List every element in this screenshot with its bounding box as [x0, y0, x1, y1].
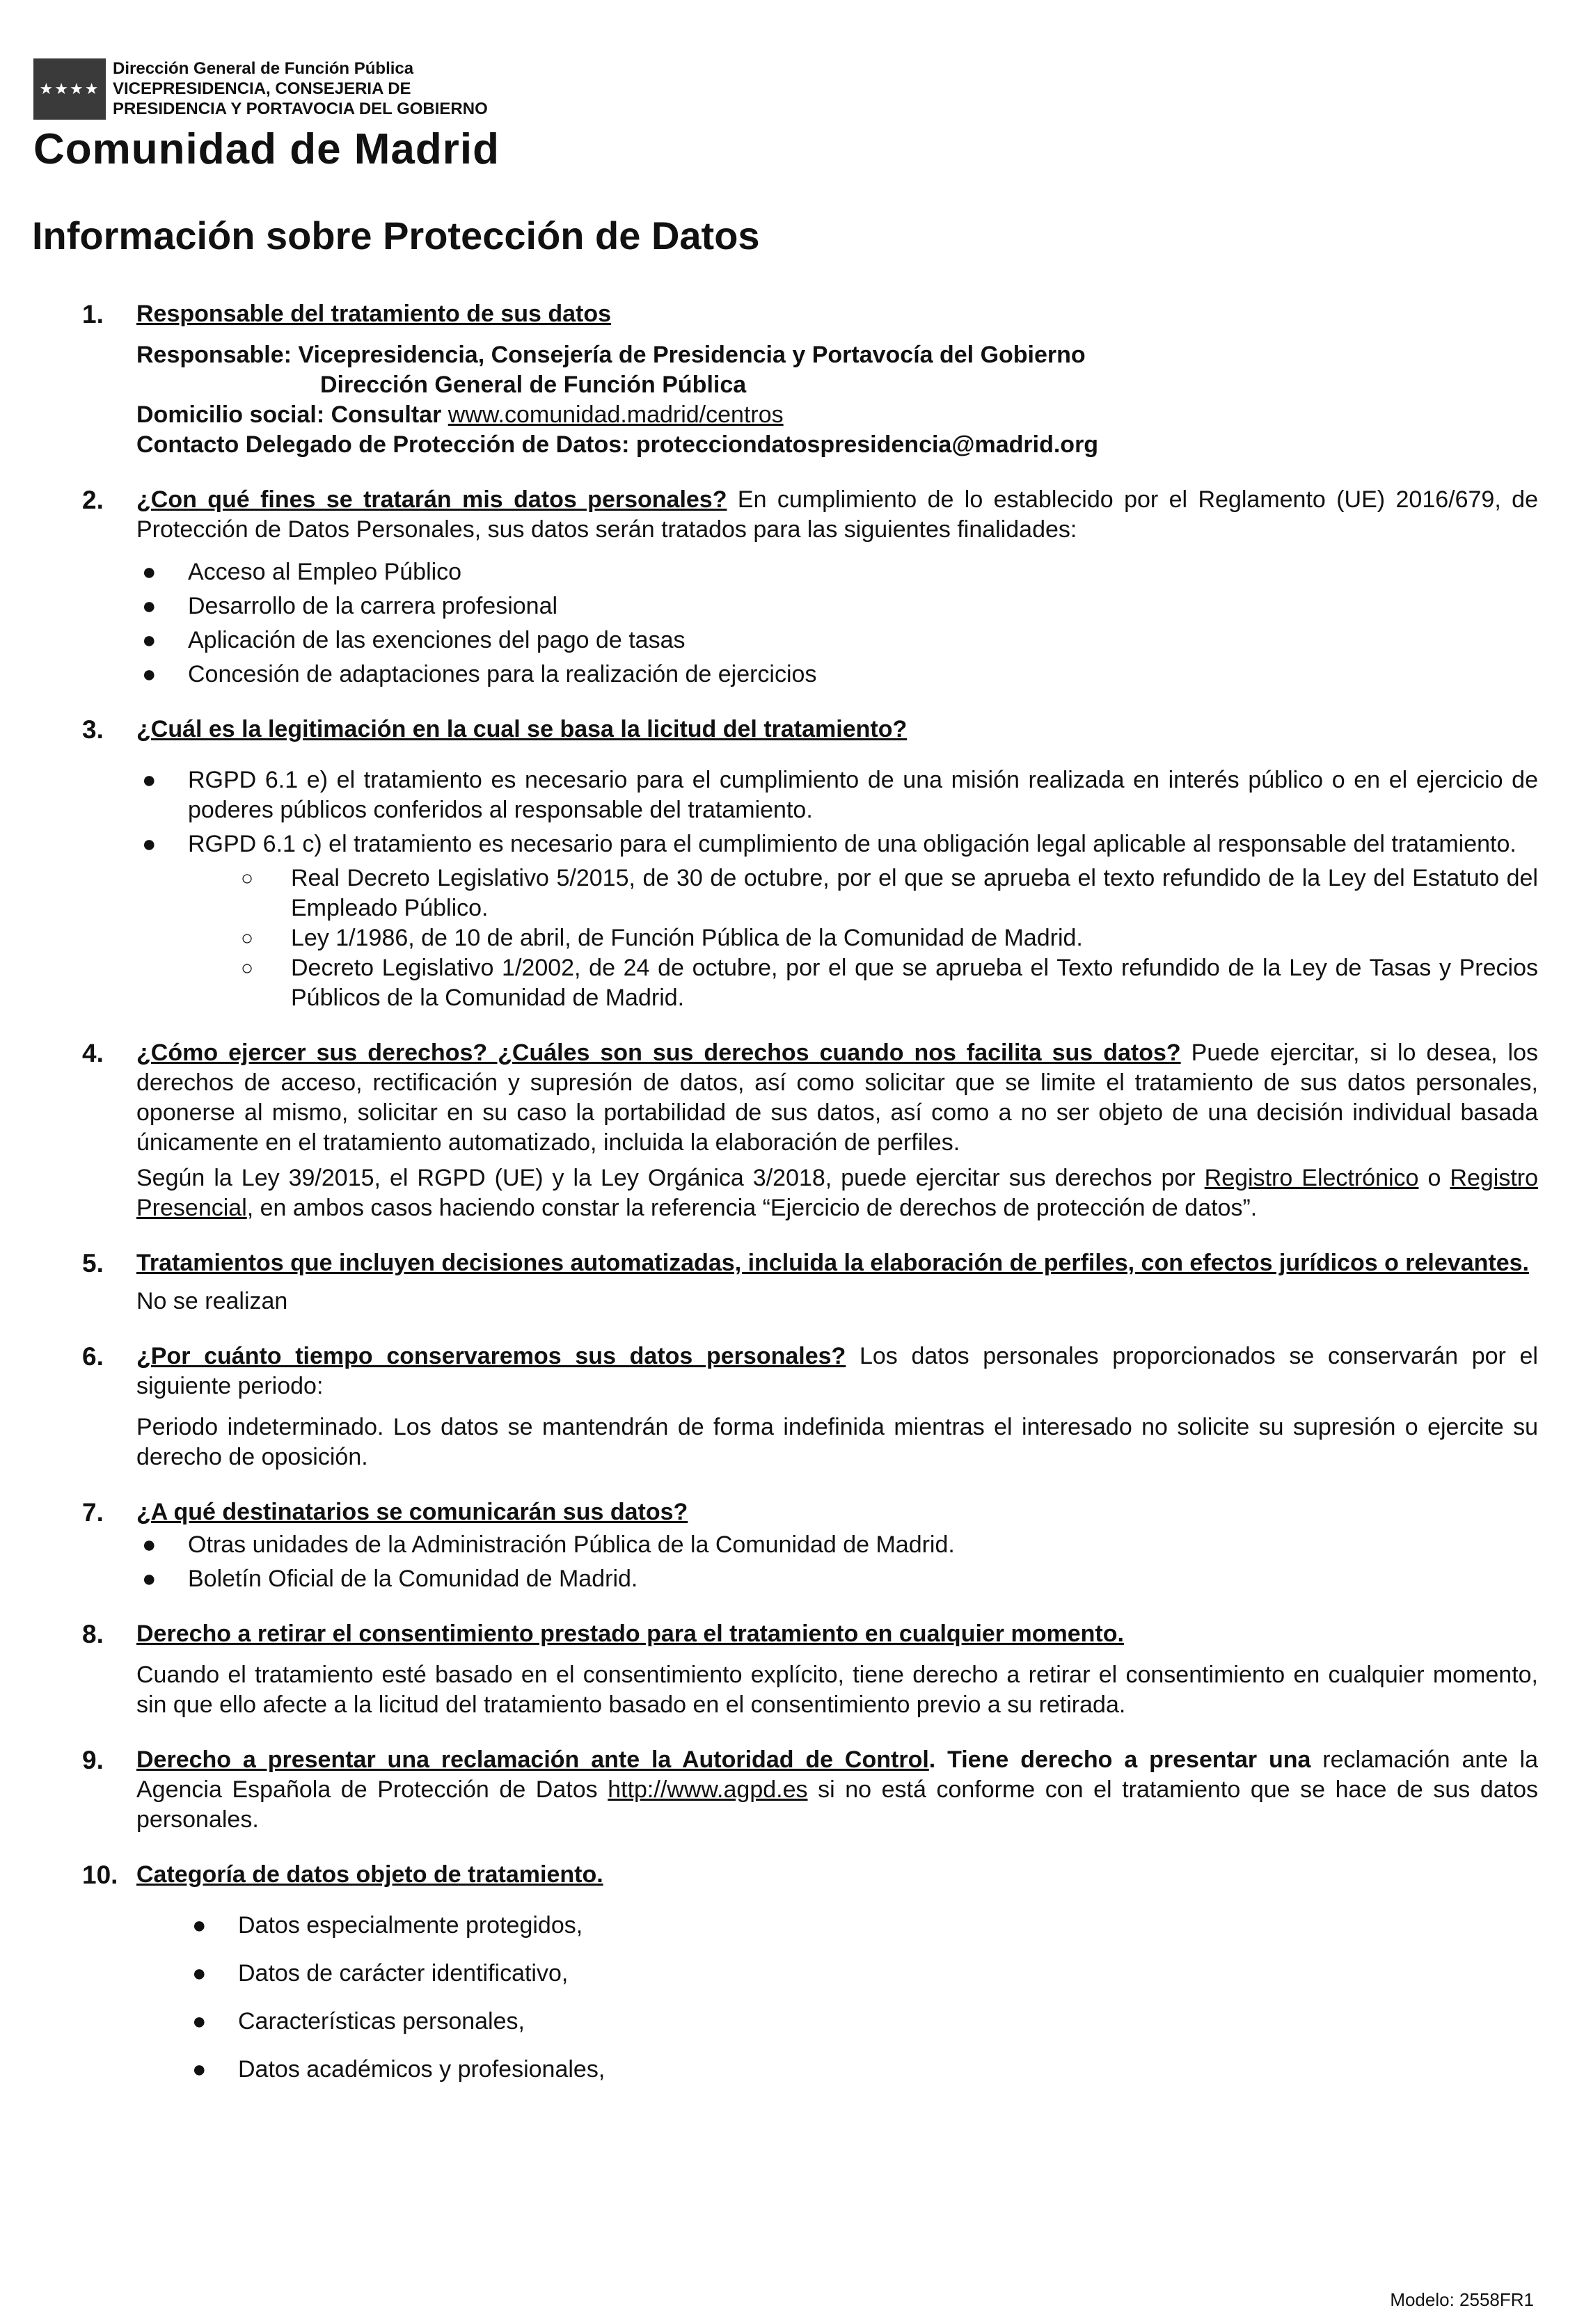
registro-electronico-link[interactable]: Registro Electrónico	[1204, 1165, 1419, 1191]
list-item: ● Características personales,	[136, 2007, 1538, 2037]
list-item: ○ Decreto Legislativo 1/2002, de 24 de octubre, por el que se aprueba el Texto refundido de la Ley de Tasas y Precios Públicos de la Comunidad de Madrid.	[241, 955, 1538, 1011]
list-item: ● Acceso al Empleo Público	[136, 557, 1538, 587]
section-heading: ¿Cómo ejercer sus derechos? ¿Cuáles son sus derechos cuando nos facilita sus datos?	[136, 1040, 1181, 1066]
list-item: ● Datos académicos y profesionales,	[136, 2055, 1538, 2085]
bullet-icon: ●	[142, 559, 157, 585]
section-number: 7.	[82, 1498, 104, 1527]
section-number: 9.	[82, 1746, 104, 1774]
list-item: ● Datos especialmente protegidos,	[136, 1911, 1538, 1941]
section-paragraph: ¿Con qué fines se tratarán mis datos personales? En cumplimiento de lo establecido por el Reglamento (UE) 2016/679, de Protección de Datos Personales, sus datos serán tratados para las siguientes finalidades:	[136, 486, 1538, 543]
section-number: 8.	[82, 1620, 104, 1648]
section-7	[77, 1497, 1538, 1594]
responsible-dept: Dirección General de Función Pública	[320, 372, 747, 398]
document-body	[77, 299, 1538, 2110]
circle-bullet-icon: ○	[241, 957, 254, 980]
recipients-list	[136, 1530, 1538, 1594]
domicile-line: Domicilio social: Consultar www.comunidad.madrid/centros	[136, 401, 784, 428]
header-line-2: VICEPRESIDENCIA, CONSEJERIA DE	[113, 79, 411, 98]
centros-link[interactable]: www.comunidad.madrid/centros	[448, 401, 784, 428]
section-heading: Tratamientos que incluyen decisiones automatizadas, incluida la elaboración de perfiles, con efectos jurídicos o relevantes.	[136, 1250, 1529, 1276]
section-3	[77, 715, 1538, 1013]
bullet-icon: ●	[142, 831, 157, 857]
dpo-contact: Contacto Delegado de Protección de Datos: protecciondatospresidencia@madrid.org	[136, 431, 1099, 458]
bullet-icon: ●	[192, 1960, 207, 1987]
header-line-1: Dirección General de Función Pública	[113, 59, 414, 78]
bullet-icon: ●	[142, 1531, 157, 1558]
section-number: 3.	[82, 715, 104, 744]
section-number: 6.	[82, 1342, 104, 1371]
bullet-icon: ●	[142, 661, 157, 687]
section-heading: ¿Por cuánto tiempo conservaremos sus datos personales?	[136, 1343, 846, 1369]
bullet-icon: ●	[192, 1912, 207, 1939]
section-2	[77, 485, 1538, 690]
responsible-line: Responsable: Vicepresidencia, Consejería de Presidencia y Portavocía del Gobierno	[136, 342, 1086, 368]
page-title: Información sobre Protección de Datos	[32, 214, 760, 257]
circle-bullet-icon: ○	[241, 927, 254, 950]
section-6	[77, 1342, 1538, 1472]
header-line-3: PRESIDENCIA Y PORTAVOCIA DEL GOBIERNO	[113, 100, 488, 118]
list-item: ○ Real Decreto Legislativo 5/2015, de 30 de octubre, por el que se aprueba el texto refundido de la Ley del Estatuto del Empleado Público.	[241, 865, 1538, 921]
section-paragraph: Derecho a presentar una reclamación ante la Autoridad de Control. Tiene derecho a presentar una reclamación ante la Agencia Española de Protección de Datos http://www.agpd.es si no está conforme con el tratamiento que se hace de sus datos personales.	[136, 1746, 1539, 1833]
circle-bullet-icon: ○	[241, 867, 254, 890]
madrid-flag-logo	[33, 58, 106, 120]
section-5	[77, 1248, 1538, 1316]
header-department	[113, 58, 488, 119]
list-item: ● Otras unidades de la Administración Pública de la Comunidad de Madrid.	[136, 1530, 1538, 1560]
section-heading: ¿Cuál es la legitimación en la cual se basa la licitud del tratamiento?	[136, 716, 908, 742]
form-model-code: Modelo: 2558FR1	[1390, 2289, 1534, 2310]
rights-registry-paragraph: Según la Ley 39/2015, el RGPD (UE) y la Ley Orgánica 3/2018, puede ejercitar sus derechos por Registro Electrónico o Registro Presencial, en ambos casos haciendo constar la referencia “Ejercicio de derechos de protección de datos”.	[136, 1165, 1538, 1221]
legitimation-list	[136, 765, 1538, 859]
section-9	[77, 1745, 1538, 1835]
list-item: ● RGPD 6.1 c) el tratamiento es necesario para el cumplimiento de una obligación legal aplicable al responsable del tratamiento.	[136, 829, 1538, 859]
section-number: 2.	[82, 486, 104, 514]
section-number: 10.	[82, 1861, 118, 1889]
section-number: 4.	[82, 1039, 104, 1067]
bullet-icon: ●	[192, 2056, 207, 2083]
section-paragraph: ¿Cómo ejercer sus derechos? ¿Cuáles son sus derechos cuando nos facilita sus datos? Puede ejercitar, si lo desea, los derechos de acceso, rectificación y supresión de datos, así como solicitar que se limite el tratamiento de sus datos personales, oponerse al mismo, solicitar en su caso la portabilidad de sus datos, así como a no ser objeto de una decisión individual basada únicamente en el tratamiento automatizado, incluida la elaboración de perfiles.	[136, 1040, 1538, 1156]
flag-stars: ★★★★	[39, 80, 100, 97]
bullet-icon: ●	[142, 1566, 157, 1592]
section-heading: ¿A qué destinatarios se comunicarán sus datos?	[136, 1499, 688, 1525]
retention-period: Periodo indeterminado. Los datos se mantendrán de forma indefinida mientras el interesado no solicite su supresión o ejercite su derecho de oposición.	[136, 1414, 1538, 1470]
section-heading: ¿Con qué fines se tratarán mis datos personales?	[136, 486, 727, 513]
bullet-icon: ●	[142, 767, 157, 793]
section-number: 5.	[82, 1249, 104, 1278]
bullet-icon: ●	[142, 627, 157, 653]
list-item: ○ Ley 1/1986, de 10 de abril, de Función Pública de la Comunidad de Madrid.	[136, 923, 1538, 953]
section-1	[77, 299, 1538, 460]
data-categories-list	[136, 1911, 1538, 2085]
purposes-list	[136, 557, 1538, 690]
legal-basis-sublist	[136, 863, 1538, 1013]
section-text: No se realizan	[136, 1288, 288, 1314]
section-heading: Derecho a retirar el consentimiento prestado para el tratamiento en cualquier momento.	[136, 1621, 1124, 1647]
section-heading: Categoría de datos objeto de tratamiento.	[136, 1861, 603, 1888]
section-4	[77, 1038, 1538, 1223]
brand-name: Comunidad de Madrid	[33, 125, 500, 173]
list-item: ● RGPD 6.1 e) el tratamiento es necesario para el cumplimiento de una misión realizada en interés público o en el ejercicio de poderes públicos conferidos al responsable del tratamiento.	[142, 767, 1538, 823]
section-heading: Responsable del tratamiento de sus datos	[136, 301, 612, 327]
list-item: ● Desarrollo de la carrera profesional	[136, 591, 1538, 621]
bullet-icon: ●	[142, 593, 157, 619]
registro-presencial-link[interactable]: Registro Presencial	[136, 1165, 1538, 1221]
list-item: ● Concesión de adaptaciones para la realización de ejercicios	[136, 660, 1538, 690]
section-8	[77, 1619, 1538, 1720]
bullet-icon: ●	[192, 2008, 207, 2035]
section-number: 1.	[82, 300, 104, 328]
list-item: ● Aplicación de las exenciones del pago de tasas	[136, 626, 1538, 655]
section-heading: Derecho a presentar una reclamación ante la Autoridad de Control	[136, 1746, 929, 1773]
agpd-link[interactable]: http://www.agpd.es	[608, 1776, 808, 1803]
section-text: Cuando el tratamiento esté basado en el consentimiento explícito, tiene derecho a retirar el consentimiento en cualquier momento, sin que ello afecte a la licitud del tratamiento basado en el consentimiento previo a su retirada.	[136, 1662, 1538, 1718]
section-paragraph: ¿Por cuánto tiempo conservaremos sus datos personales? Los datos personales proporcionados se conservarán por el siguiente periodo:	[136, 1343, 1538, 1399]
list-item: ● Boletín Oficial de la Comunidad de Madrid.	[136, 1564, 1538, 1594]
list-item: ● Datos de carácter identificativo,	[136, 1959, 1538, 1989]
section-10	[77, 1860, 1538, 2085]
